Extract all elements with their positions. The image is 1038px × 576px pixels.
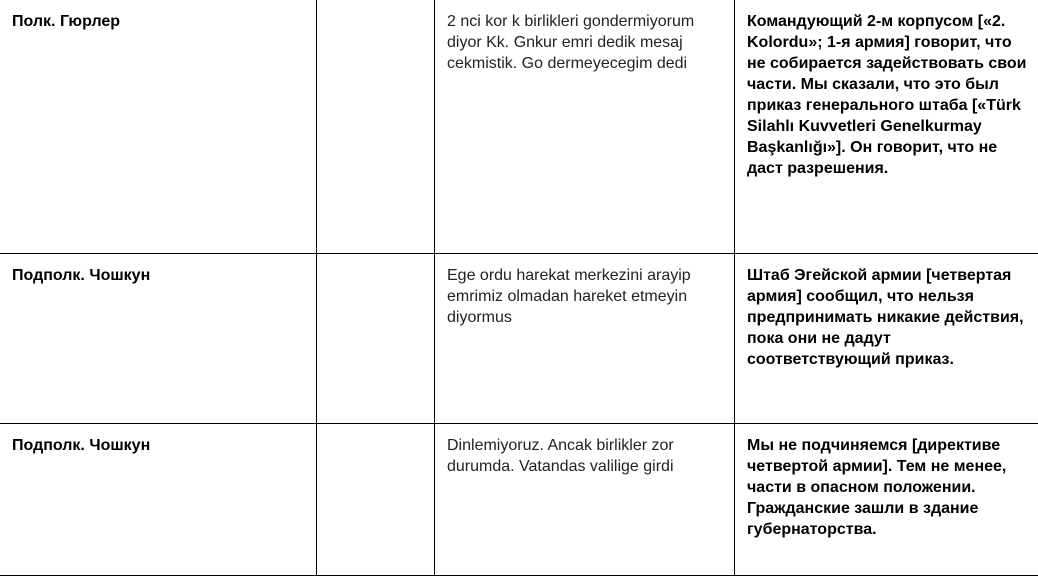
original-text-cell: Ege ordu harekat merkezini arayip emrimiz olmadan hareket etmeyin diyormus xyxy=(435,253,735,423)
empty-cell xyxy=(317,423,435,575)
original-text-cell: Dinlemiyoruz. Ancak birlikler zor durumda. Vatandas valilige girdi xyxy=(435,423,735,575)
table-row xyxy=(0,0,1038,253)
speaker-cell: Подполк. Чошкун xyxy=(0,253,317,423)
empty-cell xyxy=(317,253,435,423)
translation-cell: Штаб Эгейской армии [четвертая армия] сообщил, что нельзя предпринимать никакие действия, пока они не дадут соответствующий приказ. xyxy=(735,253,1038,423)
original-text-cell: 2 nci kor k birlikleri gondermiyorum diyor Kk. Gnkur emri dedik mesaj cekmistik. Go dermeyecegim dedi xyxy=(435,0,735,253)
translation-cell: Мы не подчиняемся [директиве четвертой армии]. Тем не менее, части в опасном положении. Гражданские зашли в здание губернаторства. xyxy=(735,423,1038,575)
table-row xyxy=(0,253,1038,423)
empty-cell xyxy=(317,0,435,253)
translation-cell: Командующий 2-м корпусом [«2. Kolordu»; 1-я армия] говорит, что не собирается задействовать свои части. Мы сказали, что это был приказ генерального штаба [«Türk Silahlı Kuvvetleri Genelkurmay Başkanlığı»]. Он говорит, что не даст разрешения. xyxy=(735,0,1038,253)
speaker-cell: Подполк. Чошкун xyxy=(0,423,317,575)
speaker-cell: Полк. Гюрлер xyxy=(0,0,317,253)
table-row xyxy=(0,423,1038,575)
